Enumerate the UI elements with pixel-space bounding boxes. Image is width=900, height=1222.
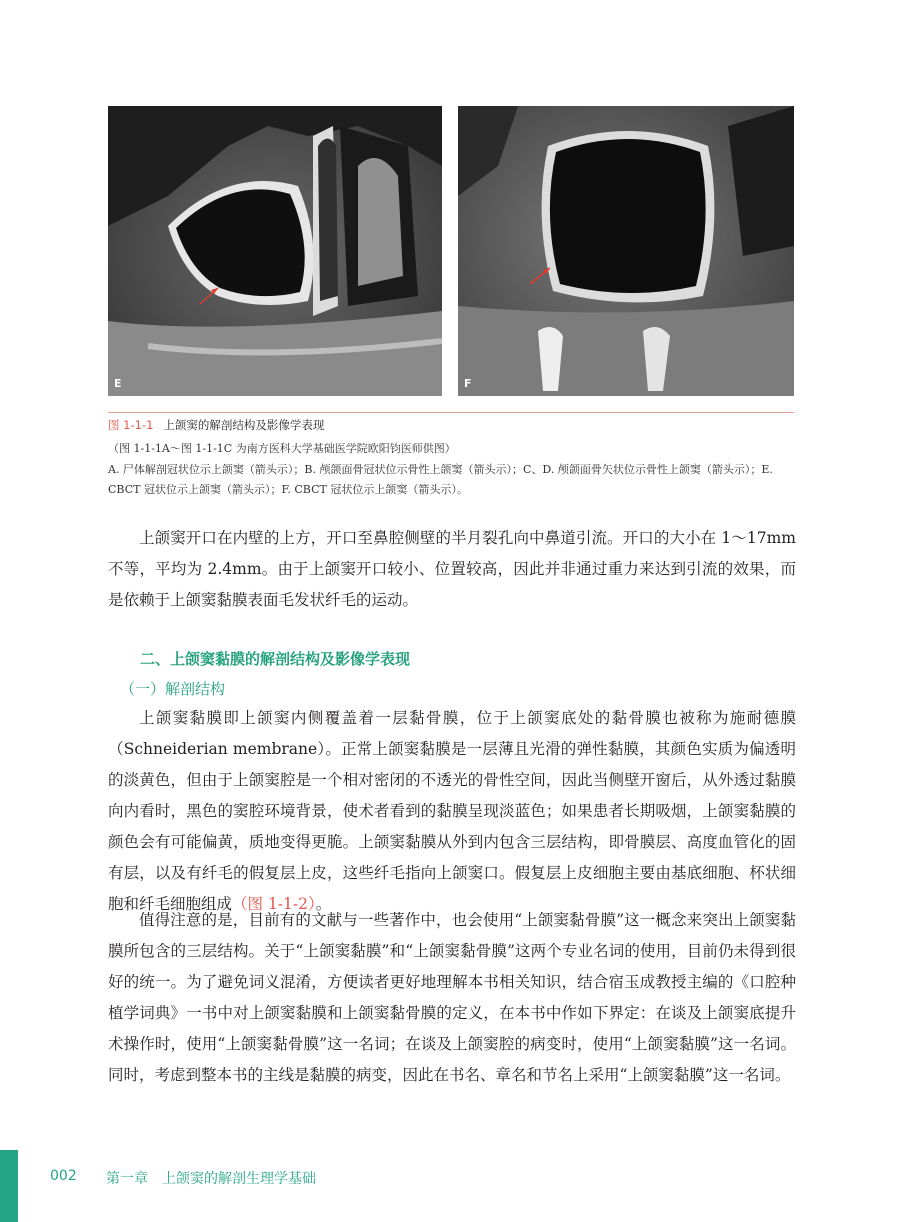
paragraph-mucosa-end: 。 [315,895,332,913]
paragraph-mucosa-structure [108,703,796,920]
section-heading: 二、上颌窦黏膜的解剖结构及影像学表现 [140,650,411,668]
figure-source: （图 1-1-1A～图 1-1-1C 为南方医科大学基础医学院欧阳钧医师供图） [108,442,456,455]
figure-caption-title [108,416,794,434]
figure-title: 上颌窦的解剖结构及影像学表现 [163,418,325,432]
subsection-heading: （一）解剖结构 [120,680,226,698]
paragraph-terminology: 值得注意的是，目前有的文献与一些著作中，也会使用“上颌窦黏骨膜”这一概念来突出上颌窦黏膜所包含的三层结构。关于“上颌窦黏膜”和“上颌窦黏骨膜”这两个专业名词的使用，目前仍未得到很好的统一。为了避免词义混淆，方便读者更好地理解本书相关知识，结合宿玉成教授主编的《口腔种植学词典》一书中对上颌窦黏膜和上颌窦黏骨膜的定义，在本书中作如下界定：在谈及上颌窦底提升术操作时，使用“上颌窦黏骨膜”这一名词；在谈及上颌窦腔的病变时，使用“上颌窦黏膜”这一名词。同时，考虑到整本书的主线是黏膜的病变，因此在书名、章名和节名上采用“上颌窦黏膜”这一名词。 [108,911,796,1084]
ct-image-f [458,106,794,396]
panel-letter-f: F [464,377,472,390]
ct-scan-e-graphic [108,106,442,396]
paragraph-mucosa-text: 上颌窦黏膜即上颌窦内侧覆盖着一层黏骨膜，位于上颌窦底处的黏骨膜也被称为施耐德膜（Schneiderian membrane）。正常上颌窦黏膜是一层薄且光滑的弹性黏膜，其颜色实质为偏透明的淡黄色，但由于上颌窦腔是一个相对密闭的不透光的骨性空间，因此当侧壁开窗后，从外透过黏膜向内看时，黑色的窦腔环境背景，使术者看到的黏膜呈现淡蓝色；如果患者长期吸烟，上颌窦黏膜的颜色会有可能偏黄，质地变得更脆。上颌窦黏膜从外到内包含三层结构，即骨膜层、高度血管化的固有层，以及有纤毛的假复层上皮，这些纤毛指向上颌窦口。假复层上皮细胞主要由基底细胞、杯状细胞和纤毛细胞组成 [108,709,796,913]
page-number: 002 [50,1168,77,1184]
figure-caption-body: A. 尸体解剖冠状位示上颌窦（箭头示）；B. 颅颌面骨冠状位示骨性上颌窦（箭头示）；C、D. 颅颌面骨矢状位示骨性上颌窦（箭头示）；E. CBCT 冠状位示上颌窦（箭头示）；F. CBCT 冠状位示上颌窦（箭头示）。 [108,463,773,496]
paragraph-sinus-opening: 上颌窦开口在内壁的上方，开口至鼻腔侧壁的半月裂孔向中鼻道引流。开口的大小在 1～17mm 不等，平均为 2.4mm。由于上颌窦开口较小、位置较高，因此并非通过重力来达到引流的效果，而是依赖于上颌窦黏膜表面毛发状纤毛的运动。 [108,529,796,609]
running-footer-chapter: 第一章 上颌窦的解剖生理学基础 [106,1171,316,1187]
caption-divider [108,412,794,413]
figure-number: 图 1-1-1 [108,418,154,432]
ct-scan-f-graphic [458,106,794,396]
figure-reference-link[interactable]: （图 1-1-2） [232,895,316,913]
footer-accent-bar [0,1150,18,1222]
panel-letter-e: E [114,377,122,390]
ct-image-e [108,106,442,396]
